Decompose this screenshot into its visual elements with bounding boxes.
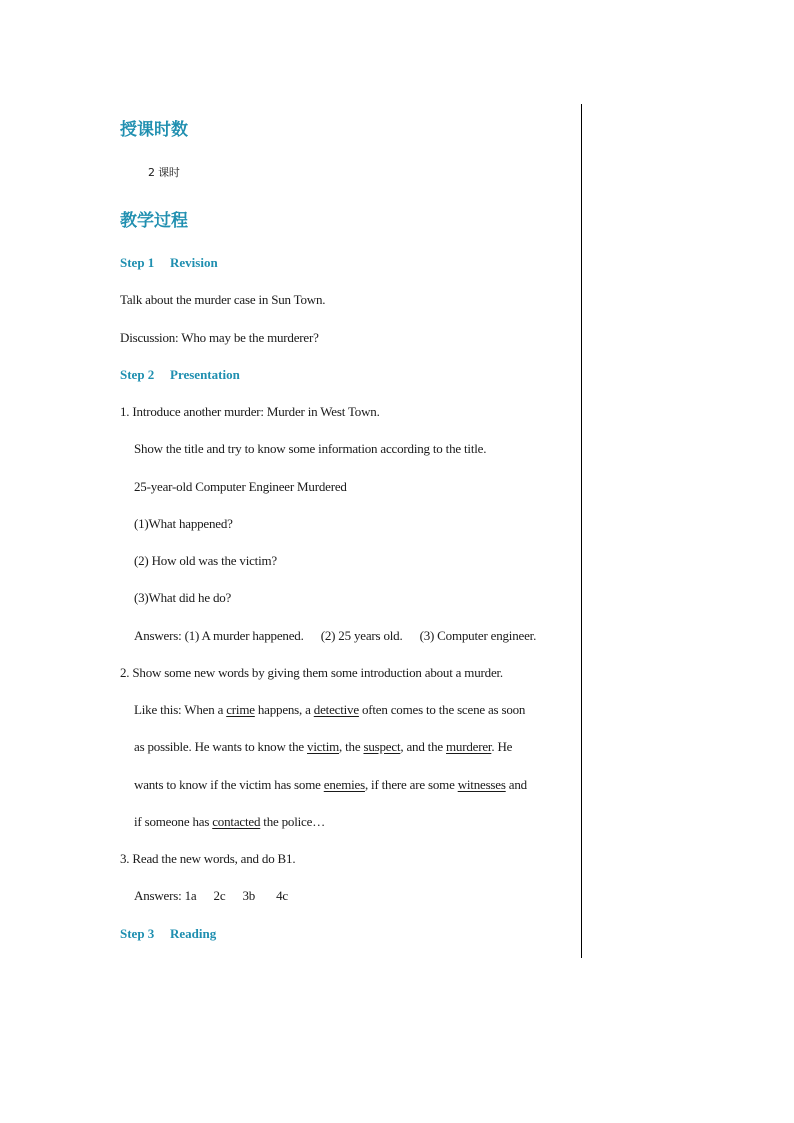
- step1-heading: [120, 255, 218, 271]
- answer-3: (3) Computer engineer.: [419, 628, 537, 643]
- step1-number: Step 1: [120, 255, 155, 270]
- step1-line-1: Talk about the murder case in Sun Town.: [120, 292, 326, 307]
- item2-paragraph-line-1: Like this: When a crime happens, a detective often comes to the scene as soon: [134, 702, 526, 717]
- step1-name: Revision: [170, 255, 218, 270]
- table-border-line: [581, 104, 582, 958]
- item1-line-1: Show the title and try to know some information according to the title.: [134, 441, 487, 456]
- answer-3: 3b: [242, 888, 256, 903]
- step1-line-2: Discussion: Who may be the murderer?: [120, 330, 319, 345]
- word-suspect: suspect: [363, 739, 401, 754]
- answer-1: (1) A murder happened.: [184, 628, 304, 643]
- section-title-hours: 授课时数: [120, 120, 188, 140]
- word-murderer: murderer: [446, 739, 492, 754]
- item1-heading: 1. Introduce another murder: Murder in West Town.: [120, 404, 380, 419]
- item1-question-1: (1)What happened?: [134, 516, 233, 531]
- step2-number: Step 2: [120, 367, 155, 382]
- item2-paragraph-line-3: wants to know if the victim has some enemies, if there are some witnesses and: [134, 777, 527, 792]
- step2-name: Presentation: [170, 367, 240, 382]
- item3-answers: [134, 888, 288, 904]
- step3-heading: [120, 926, 216, 942]
- item1-question-3: (3)What did he do?: [134, 590, 232, 605]
- section-title-process: 教学过程: [120, 211, 188, 231]
- word-victim: victim: [307, 739, 340, 754]
- item1-answers: [134, 628, 536, 644]
- word-enemies: enemies: [323, 777, 365, 792]
- item2-paragraph-line-4: if someone has contacted the police…: [134, 814, 325, 829]
- word-contacted: contacted: [212, 814, 261, 829]
- answer-4: 4c: [276, 888, 288, 903]
- hours-value: 2 课时: [148, 166, 180, 179]
- answer-1: 1a: [184, 888, 197, 903]
- item2-paragraph-line-2: as possible. He wants to know the victim, the suspect, and the murderer. He: [134, 739, 513, 754]
- step2-heading: [120, 367, 240, 383]
- step3-number: Step 3: [120, 926, 155, 941]
- answer-2: 2c: [213, 888, 226, 903]
- word-witnesses: witnesses: [457, 777, 506, 792]
- step3-name: Reading: [170, 926, 217, 941]
- answers-label: Answers:: [134, 888, 182, 903]
- word-crime: crime: [226, 702, 255, 717]
- item1-question-2: (2) How old was the victim?: [134, 553, 277, 568]
- word-detective: detective: [313, 702, 359, 717]
- item3-heading: 3. Read the new words, and do B1.: [120, 851, 296, 866]
- answers-label: Answers:: [134, 628, 182, 643]
- item2-heading: 2. Show some new words by giving them some introduction about a murder.: [120, 665, 503, 680]
- answer-2: (2) 25 years old.: [320, 628, 403, 643]
- item1-line-2: 25-year-old Computer Engineer Murdered: [134, 479, 347, 494]
